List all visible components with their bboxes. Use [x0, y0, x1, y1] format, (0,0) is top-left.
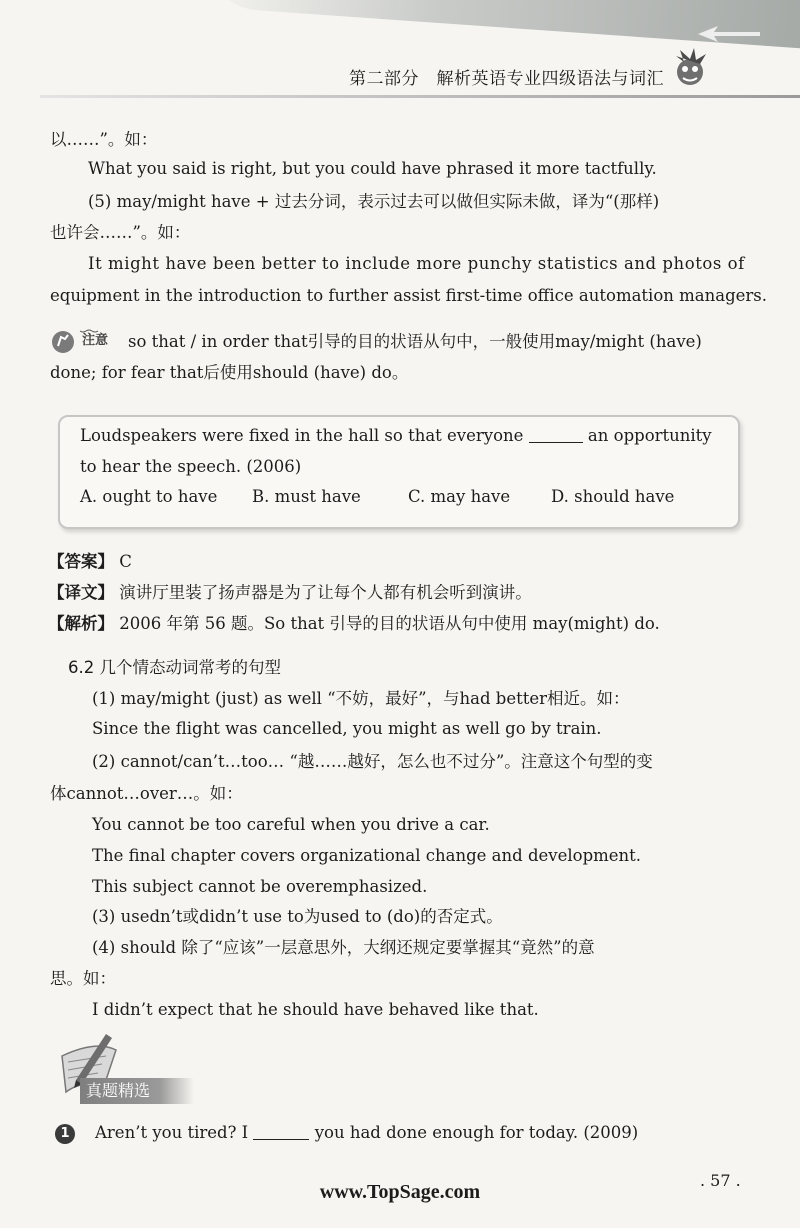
footer-watermark-url: www.TopSage.com	[319, 1181, 481, 1203]
translation-label: 【译文】	[48, 583, 114, 602]
answer-blank	[529, 426, 583, 443]
example-sentence: What you said is right, but you could have phrased it more tactfully.	[88, 159, 657, 178]
example-question-line-2: to hear the speech. (2006)	[80, 457, 302, 476]
exercise-question	[95, 1122, 638, 1144]
rule-1: (1) may/might (just) as well “不妨，最好”，与had better相近。如：	[92, 689, 630, 708]
answer-row	[48, 551, 132, 573]
example-sentence: I didn’t expect that he should have behaved like that.	[92, 1000, 539, 1019]
translation-row	[48, 582, 532, 604]
analysis-value: 2006 年第 56 题。So that 引导的目的状语从句中使用 may(might) do.	[119, 614, 660, 633]
example-sentence: equipment in the introduction to further assist first-time office automation managers.	[50, 286, 768, 305]
option-b: B. must have	[252, 487, 361, 506]
rule-2: (2) cannot/can’t…too… “越……越好，怎么也不过分”。注意这个句型的变	[92, 752, 653, 771]
question-number-badge: 1	[55, 1124, 75, 1144]
option-d: D. should have	[551, 487, 675, 506]
rule-4: (4) should 除了“应该”一层意思外，大纲还规定要掌握其“竟然”的意	[92, 938, 595, 957]
example-sentence: It might have been better to include more punchy statistics and photos of	[88, 254, 745, 273]
rule-3: (3) usedn’t或didn’t use to为used to (do)的否定式。	[92, 907, 503, 926]
answer-blank	[253, 1123, 309, 1140]
rule-5: (5) may/might have + 过去分词，表示过去可以做但实际未做，译为“(那样)	[88, 192, 660, 211]
example-question-line-1	[80, 425, 712, 447]
analysis-row	[48, 613, 660, 635]
note-label: 注意	[82, 333, 109, 348]
header-divider	[40, 95, 800, 98]
option-a: A. ought to have	[80, 487, 218, 506]
answer-value: C	[119, 552, 132, 571]
question-text: Loudspeakers were fixed in the hall so that everyone	[80, 426, 524, 445]
body-line-4: 也许会……”。如：	[50, 223, 191, 242]
example-sentence: Since the flight was cancelled, you might as well go by train.	[92, 719, 602, 738]
example-sentence: The final chapter covers organizational change and development.	[92, 846, 642, 865]
page-header-title: 第二部分 解析英语专业四级语法与词汇	[349, 69, 664, 89]
example-sentence: You cannot be too careful when you drive a car.	[92, 815, 490, 834]
body-line-1: 以……”。如：	[50, 130, 158, 149]
analysis-label: 【解析】	[48, 614, 114, 633]
example-sentence: This subject cannot be overemphasized.	[92, 877, 428, 896]
section-banner: 真题精选	[80, 1078, 194, 1104]
page-number: . 57 .	[700, 1171, 741, 1190]
note-text-1: so that / in order that引导的目的状语从句中，一般使用may/might (have)	[128, 332, 702, 351]
question-text: Aren’t you tired? I	[95, 1123, 249, 1142]
question-text: an opportunity	[587, 426, 712, 445]
rule-4-cont: 思。如：	[50, 969, 116, 988]
mascot-icon	[668, 46, 712, 92]
section-heading: 6.2 几个情态动词常考的句型	[68, 658, 281, 677]
option-c: C. may have	[408, 487, 511, 506]
rule-2-cont: 体cannot…over…。如：	[50, 784, 243, 803]
note-text-2: done; for fear that后使用should (have) do。	[50, 363, 409, 382]
translation-value: 演讲厅里装了扬声器是为了让每个人都有机会听到演讲。	[119, 583, 532, 602]
arrow-icon	[694, 22, 764, 46]
answer-label: 【答案】	[48, 552, 114, 571]
question-text: you had done enough for today. (2009)	[314, 1123, 639, 1142]
